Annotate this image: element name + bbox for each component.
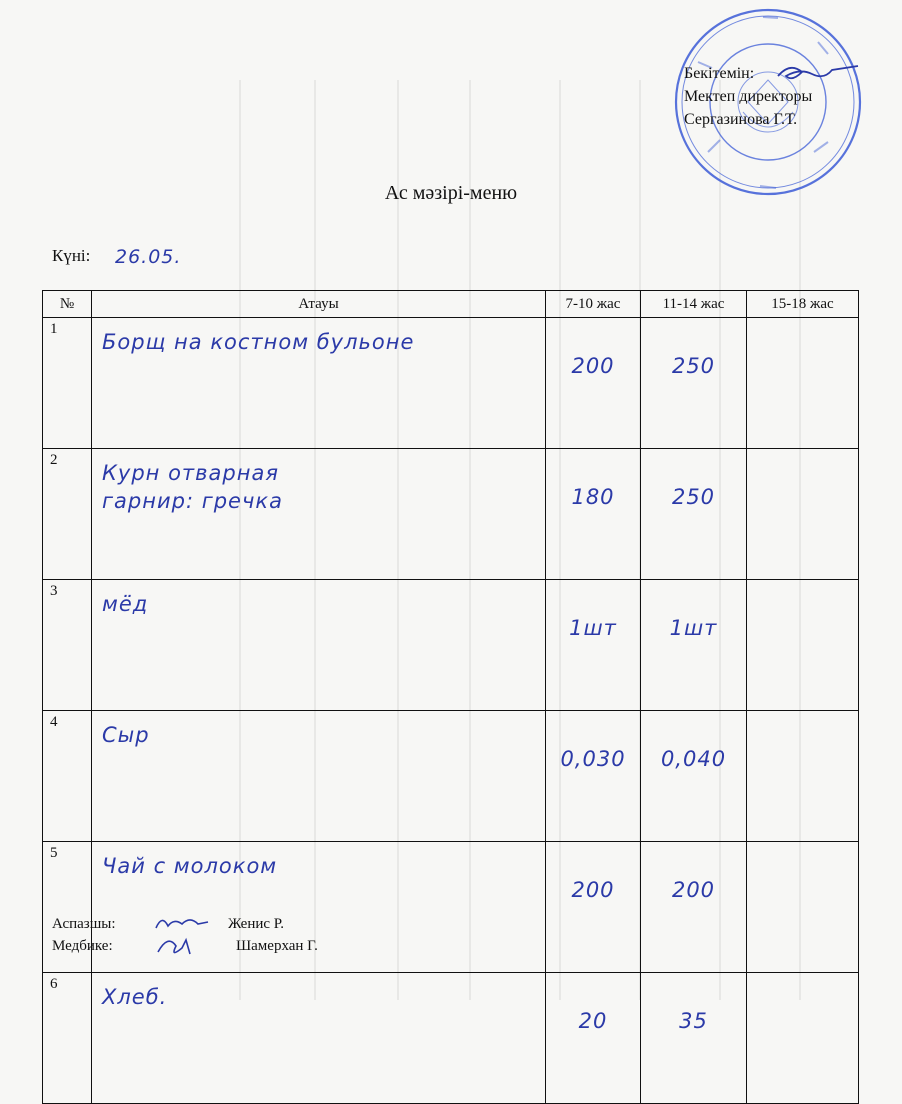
- header-age-11-14: 11-14 жас: [641, 291, 747, 318]
- date-label: Күні:: [52, 246, 91, 265]
- dish-name: [92, 449, 546, 580]
- portion-15-18: [747, 842, 859, 973]
- cook-role: Аспазшы:: [52, 916, 116, 932]
- header-name: Атауы: [92, 291, 546, 318]
- approval-label: Бекітемін:: [684, 65, 755, 82]
- nurse-name: Шамерхан Г.: [236, 938, 318, 954]
- dish-name: [92, 711, 546, 842]
- row-number: 5: [43, 842, 92, 973]
- portion-11-14: 0,040: [641, 711, 747, 842]
- portion-7-10: 200: [546, 842, 641, 973]
- table-row: [43, 449, 859, 580]
- header-number: №: [43, 291, 92, 318]
- date-value: 26.05.: [115, 246, 182, 268]
- table-row: [43, 318, 859, 449]
- portion-7-10: 20: [546, 973, 641, 1104]
- table-row: [43, 711, 859, 842]
- portion-15-18: [747, 449, 859, 580]
- dish-name-line: Чай с молоком: [102, 854, 278, 878]
- dish-name: [92, 973, 546, 1104]
- portion-7-10: 200: [546, 318, 641, 449]
- table-row: [43, 973, 859, 1104]
- menu-table: [42, 290, 859, 1104]
- portion-7-10: 180: [546, 449, 641, 580]
- dish-name-line: гарнир: гречка: [102, 489, 283, 513]
- director-title: Мектеп директоры: [684, 88, 813, 105]
- dish-name-line: Борщ на костном бульоне: [102, 330, 415, 354]
- table-header-row: [43, 291, 859, 318]
- dish-name: [92, 580, 546, 711]
- director-name: Сергазинова Г.Т.: [684, 111, 798, 128]
- header-age-15-18: 15-18 жас: [747, 291, 859, 318]
- dish-name-line: Курн отварная: [102, 461, 279, 485]
- portion-11-14: 200: [641, 842, 747, 973]
- cook-signature-line: [52, 916, 285, 933]
- row-number: 2: [43, 449, 92, 580]
- director-signature: [772, 58, 862, 88]
- dish-name-line: Хлеб.: [102, 985, 168, 1009]
- nurse-signature: [152, 932, 212, 962]
- page-title: Ас мәзірі-меню: [384, 182, 518, 204]
- cook-name: Женис Р.: [228, 916, 285, 932]
- portion-15-18: [747, 318, 859, 449]
- table-row: [43, 580, 859, 711]
- nurse-role: Медбике:: [52, 938, 113, 954]
- portion-11-14: 250: [641, 449, 747, 580]
- portion-11-14: 250: [641, 318, 747, 449]
- portion-15-18: [747, 711, 859, 842]
- portion-7-10: 1шт: [546, 580, 641, 711]
- nurse-signature-line: [52, 938, 318, 955]
- portion-7-10: 0,030: [546, 711, 641, 842]
- row-number: 3: [43, 580, 92, 711]
- portion-15-18: [747, 973, 859, 1104]
- portion-11-14: 1шт: [641, 580, 747, 711]
- row-number: 4: [43, 711, 92, 842]
- dish-name-line: Сыр: [102, 723, 150, 747]
- dish-name: [92, 318, 546, 449]
- row-number: 1: [43, 318, 92, 449]
- portion-15-18: [747, 580, 859, 711]
- row-number: 6: [43, 973, 92, 1104]
- header-age-7-10: 7-10 жас: [546, 291, 641, 318]
- dish-name-line: мёд: [102, 592, 149, 616]
- portion-11-14: 35: [641, 973, 747, 1104]
